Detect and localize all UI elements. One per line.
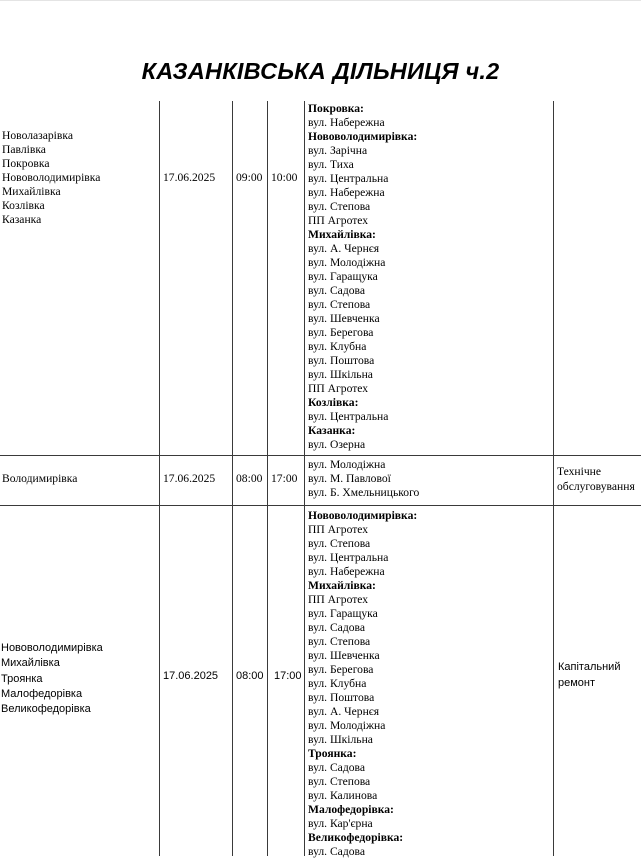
row-divider bbox=[0, 505, 641, 506]
street-item: вул. Клубна bbox=[308, 340, 367, 353]
street-item: вул. Берегова bbox=[308, 326, 374, 339]
street-item: вул. Озерна bbox=[308, 438, 366, 451]
street-item: вул. Б. Хмельницького bbox=[308, 486, 420, 499]
street-item: вул. Берегова bbox=[308, 663, 374, 676]
street-item: вул. Шевченка bbox=[308, 312, 380, 325]
street-item: вул. Садова bbox=[308, 761, 365, 774]
street-item: вул. Степова bbox=[308, 298, 371, 311]
street-item: вул. Гаращука bbox=[308, 270, 378, 283]
street-item: ПП Агротех bbox=[308, 523, 369, 536]
reason-line: ремонт bbox=[558, 677, 596, 689]
settlement-name: Козлівка bbox=[2, 199, 45, 212]
street-item: вул. Кар'єрна bbox=[308, 817, 373, 830]
settlement-name: Великофедорівка bbox=[1, 703, 91, 716]
page-title: КАЗАНКІВСЬКА ДІЛЬНИЦЯ ч.2 bbox=[141, 58, 500, 84]
street-item: вул. Калинова bbox=[308, 789, 378, 802]
settlement-name: Нововолодимирівка bbox=[2, 171, 101, 184]
street-item: вул. Степова bbox=[308, 635, 371, 648]
street-item: вул. Молодіжна bbox=[308, 458, 386, 471]
reason-line: Технічне bbox=[557, 465, 602, 478]
street-item: вул. Гаращука bbox=[308, 607, 378, 620]
start-time-cell: 08:00 bbox=[236, 472, 263, 485]
settlement-name: Михайлівка bbox=[1, 657, 60, 670]
streets-cell bbox=[308, 458, 419, 500]
street-item: вул. Зарічна bbox=[308, 144, 368, 157]
settlement-name: Новолазарівка bbox=[2, 129, 73, 142]
settlement-name: Покровка bbox=[2, 157, 50, 170]
reason-cell bbox=[558, 659, 620, 691]
settlements-cell bbox=[1, 641, 103, 717]
street-item: вул. А. Чернєя bbox=[308, 242, 380, 255]
street-item: вул. Центральна bbox=[308, 551, 389, 564]
streets-cell bbox=[308, 509, 417, 859]
top-border bbox=[0, 0, 641, 1]
column-divider bbox=[553, 101, 554, 856]
street-group-heading: Казанка: bbox=[308, 424, 356, 437]
settlement-name: Володимирівка bbox=[2, 472, 78, 485]
date-cell: 17.06.2025 bbox=[163, 670, 219, 682]
date-cell: 17.06.2025 bbox=[163, 472, 216, 485]
settlement-name: Казанка bbox=[2, 213, 42, 226]
street-item: вул. Шкільна bbox=[308, 733, 373, 746]
street-item: вул. Молодіжна bbox=[308, 719, 386, 732]
street-item: вул. Набережна bbox=[308, 116, 385, 129]
settlement-name: Троянка bbox=[1, 672, 43, 685]
street-item: вул. Садова bbox=[308, 621, 365, 634]
street-group-heading: Троянка: bbox=[308, 747, 357, 760]
reason-line: Капітальний bbox=[558, 661, 621, 673]
street-item: вул. Набережна bbox=[308, 186, 385, 199]
row-divider bbox=[0, 455, 641, 456]
street-item: вул. Поштова bbox=[308, 354, 375, 367]
outage-table bbox=[0, 101, 641, 856]
street-item: ПП Агротех bbox=[308, 593, 369, 606]
column-divider bbox=[304, 101, 305, 856]
end-time-cell: 17:00 bbox=[274, 670, 302, 682]
street-group-heading: Покровка: bbox=[308, 102, 364, 115]
street-group-heading: Великофедорівка: bbox=[308, 831, 404, 844]
street-group-heading: Малофедорівка: bbox=[308, 803, 394, 816]
street-item: вул. А. Чернєя bbox=[308, 705, 380, 718]
street-item: вул. Клубна bbox=[308, 677, 367, 690]
column-divider bbox=[232, 101, 233, 856]
street-group-heading: Михайлівка: bbox=[308, 579, 376, 592]
street-item: вул. Шевченка bbox=[308, 649, 380, 662]
start-time-cell: 08:00 bbox=[236, 670, 264, 682]
settlement-name: Нововолодимирівка bbox=[1, 642, 103, 654]
settlements-cell bbox=[2, 129, 100, 227]
settlement-name: Михайлівка bbox=[2, 185, 61, 198]
street-item: вул. Степова bbox=[308, 537, 371, 550]
streets-cell bbox=[308, 102, 417, 452]
street-item: вул. М. Павлової bbox=[308, 472, 391, 485]
reason-line: обслуговування bbox=[557, 480, 635, 493]
settlements-cell bbox=[2, 472, 77, 486]
street-item: ПП Агротех bbox=[308, 382, 369, 395]
street-item: вул. Степова bbox=[308, 775, 371, 788]
settlement-name: Павлівка bbox=[2, 143, 46, 156]
street-group-heading: Михайлівка: bbox=[308, 228, 376, 241]
street-item: вул. Поштова bbox=[308, 691, 375, 704]
settlement-name: Малофедорівка bbox=[1, 687, 83, 700]
start-time-cell: 09:00 bbox=[236, 171, 263, 184]
reason-cell bbox=[557, 464, 635, 494]
street-item: вул. Садова bbox=[308, 845, 365, 858]
date-cell: 17.06.2025 bbox=[163, 171, 216, 184]
street-item: вул. Садова bbox=[308, 284, 365, 297]
street-group-heading: Нововолодимирівка: bbox=[308, 130, 418, 143]
street-item: вул. Центральна bbox=[308, 172, 389, 185]
street-item: ПП Агротех bbox=[308, 214, 369, 227]
street-group-heading: Козлівка: bbox=[308, 396, 359, 409]
street-item: вул. Шкільна bbox=[308, 368, 373, 381]
street-item: вул. Тиха bbox=[308, 158, 354, 171]
end-time-cell: 10:00 bbox=[271, 171, 298, 184]
column-divider bbox=[267, 101, 268, 856]
street-item: вул. Набережна bbox=[308, 565, 385, 578]
end-time-cell: 17:00 bbox=[271, 472, 298, 485]
column-divider bbox=[159, 101, 160, 856]
street-item: вул. Молодіжна bbox=[308, 256, 386, 269]
street-item: вул. Степова bbox=[308, 200, 371, 213]
street-item: вул. Центральна bbox=[308, 410, 389, 423]
street-group-heading: Нововолодимирівка: bbox=[308, 509, 418, 522]
